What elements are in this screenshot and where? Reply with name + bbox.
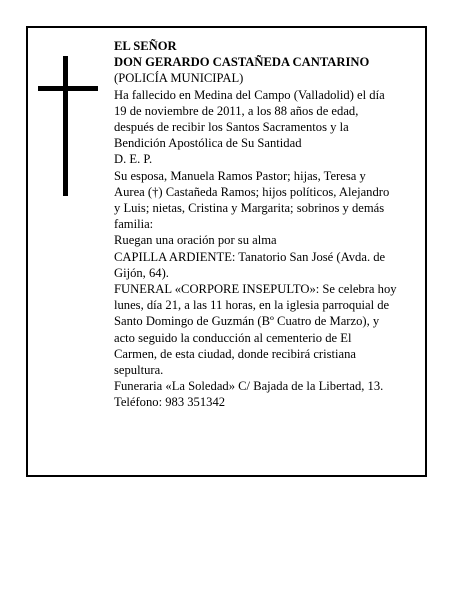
announcement-line: después de recibir los Santos Sacramentos y la <box>114 120 349 135</box>
funeral-line: Santo Domingo de Guzmán (Bº Cuatro de Marzo), y <box>114 314 380 329</box>
obituary-text <box>114 38 425 411</box>
death-announcement <box>114 87 425 152</box>
announcement-line: 19 de noviembre de 2011, a los 88 años de edad, <box>114 103 359 118</box>
funeral-line: FUNERAL «CORPORE INSEPULTO»: Se celebra hoy <box>114 282 397 297</box>
phone-number: Teléfono: 983 351342 <box>114 395 226 410</box>
deceased-name: DON GERARDO CASTAÑEDA CANTARINO <box>114 55 370 70</box>
prayer-request: Ruegan una oración por su alma <box>114 233 277 248</box>
announcement-line: Ha fallecido en Medina del Campo (Valladolid) el día <box>114 87 385 102</box>
honorific-title: EL SEÑOR <box>114 39 177 53</box>
funeral-home-address: Funeraria «La Soledad» C/ Bajada de la Libertad, 13. <box>114 379 384 394</box>
announcement-line: Bendición Apostólica de Su Santidad <box>114 136 302 151</box>
family-line: Aurea (†) Castañeda Ramos; hijos políticos, Alejandro <box>114 184 390 199</box>
family-list <box>114 168 425 233</box>
funeral-line: acto seguido la conducción al cementerio de El <box>114 330 352 345</box>
chapel-line: Gijón, 64). <box>114 265 169 280</box>
family-line: familia: <box>114 217 154 232</box>
latin-cross-icon <box>38 56 98 196</box>
deceased-role: (POLICÍA MUNICIPAL) <box>114 71 244 86</box>
chapel-line: CAPILLA ARDIENTE: Tanatorio San José (Avda. de <box>114 249 386 264</box>
funeral-info <box>114 281 425 378</box>
chapel-info <box>114 249 425 281</box>
family-line: Su esposa, Manuela Ramos Pastor; hijas, Teresa y <box>114 168 366 183</box>
funeral-line: lunes, día 21, a las 11 horas, en la iglesia parroquial de <box>114 298 390 313</box>
funeral-line: sepultura. <box>114 363 164 378</box>
rip-line: D. E. P. <box>114 152 153 167</box>
family-line: y Luis; nietas, Cristina y Margarita; sobrinos y demás <box>114 201 385 216</box>
cross-vertical-bar <box>63 56 68 196</box>
cross-horizontal-bar <box>38 86 98 91</box>
funeral-line: Carmen, de esta ciudad, donde recibirá cristiana <box>114 346 356 361</box>
